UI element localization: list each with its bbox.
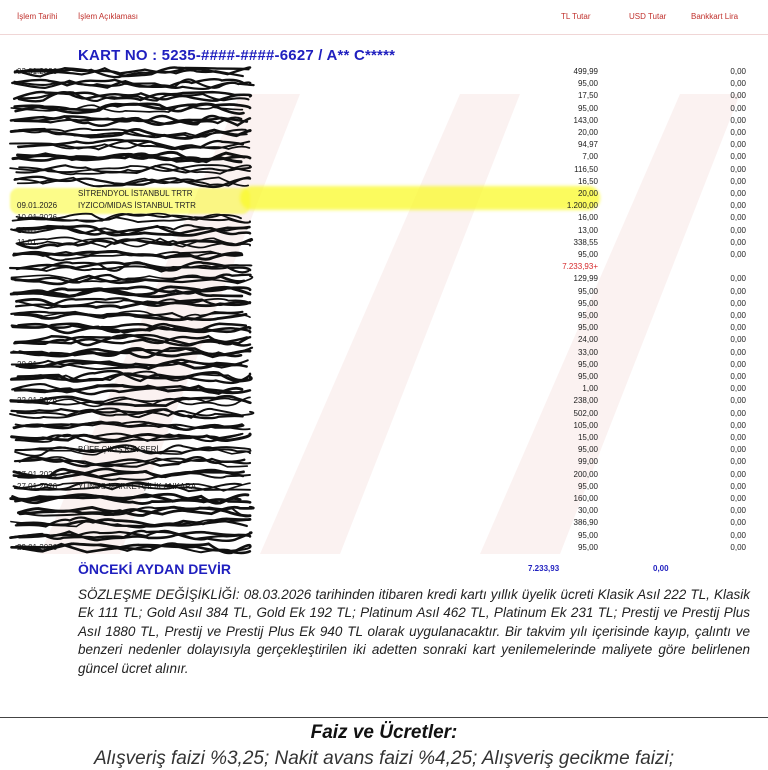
transaction-tl-amount: 94,97: [577, 140, 598, 150]
transaction-bankkart-amount: 0,00: [730, 103, 746, 113]
transaction-tl-amount: 116,50: [574, 164, 598, 174]
transaction-date: 10.01.2026: [17, 213, 58, 223]
transaction-date: 27.01.2026: [17, 469, 58, 479]
transaction-row: [0, 334, 768, 346]
transaction-date: 27.01.2026: [17, 481, 58, 491]
transaction-row: [0, 188, 768, 200]
transaction-bankkart-amount: 0,00: [730, 494, 746, 503]
transaction-bankkart-amount: 0,00: [730, 323, 746, 333]
transaction-bankkart-amount: 0,00: [730, 335, 746, 345]
transaction-bankkart-amount: 0,00: [730, 420, 746, 430]
transaction-row: [0, 481, 768, 493]
transaction-row: [0, 493, 768, 505]
transaction-tl-amount: 99,00: [577, 457, 598, 467]
transaction-bankkart-amount: 0,00: [730, 237, 746, 247]
contract-change-notice: SÖZLEŞME DEĞİŞİKLİĞİ: 08.03.2026 tarihinden itibaren kredi kartı yıllık üyelik ücreti Klasik Asıl 222 TL, Klasik Ek 111 TL; Gold Asıl 384 TL, Gold Ek 192 TL; Platinum Asıl 462 TL, Platinum Ek 231 TL; Prestij ve Prestij Plus Asıl 1880 TL, Prestij ve Prestij Plus Ek 940 TL olarak uygulanacaktır. Bir takvim yılı içerisinde kayıp, çalıntı ve benzeri nedenler dolayısıyla gerçekleştirilen iki adetten sonraki kart yenilemelerinde maliyete göre belirlenen güncel ücret alınır.: [78, 587, 750, 676]
transaction-row: [0, 322, 768, 334]
transaction-row: [0, 212, 768, 224]
transaction-bankkart-amount: 0,00: [730, 164, 746, 174]
transaction-bankkart-amount: 0,00: [730, 530, 746, 540]
transaction-row: [0, 505, 768, 517]
transaction-row: [0, 286, 768, 298]
transaction-tl-amount: 30,00: [577, 506, 598, 516]
previous-balance-tl: 7.233,93: [528, 564, 560, 573]
transaction-bankkart-amount: 0,00: [730, 274, 746, 284]
transaction-row: [0, 66, 768, 78]
transaction-row: [0, 249, 768, 261]
transaction-bankkart-amount: 0,00: [730, 115, 746, 125]
transaction-tl-amount: 95,00: [577, 359, 598, 369]
transaction-row: [0, 408, 768, 420]
col-bk-header: Bankkart Lira: [691, 12, 739, 21]
transaction-tl-amount: 95,00: [577, 79, 598, 89]
transaction-tl-amount: 338,55: [573, 237, 598, 247]
transaction-tl-amount: 143,00: [573, 115, 598, 125]
transaction-bankkart-amount: 0,00: [730, 542, 746, 552]
transaction-tl-amount: 95,00: [577, 103, 598, 113]
fees-text: Alışveriş faizi %3,25; Nakit avans faizi %4,25; Alışveriş gecikme faizi;: [93, 748, 675, 769]
col-date-header: İşlem Tarihi: [17, 12, 58, 21]
transaction-row: [0, 359, 768, 371]
transaction-tl-amount: 238,00: [573, 396, 598, 406]
transaction-tl-amount: 95,00: [577, 298, 598, 308]
transaction-tl-amount: 95,00: [577, 323, 598, 333]
transaction-row: [0, 444, 768, 456]
transaction-bankkart-amount: 0,00: [730, 140, 746, 150]
transaction-tl-amount: 7.233,93+: [562, 262, 598, 272]
previous-balance-row: [78, 561, 768, 579]
transaction-description: SİTRENDYOL İSTANBUL TRTR: [78, 189, 193, 198]
transaction-bankkart-amount: 0,00: [730, 481, 746, 491]
transaction-date: 09.01.2026: [17, 201, 58, 211]
transaction-row: [0, 273, 768, 285]
transaction-tl-amount: 13,00: [577, 225, 598, 235]
transaction-tl-amount: 16,00: [577, 213, 598, 223]
transaction-row: [0, 151, 768, 163]
previous-balance-label: ÖNCEKİ AYDAN DEVİR: [78, 561, 231, 577]
transaction-bankkart-amount: 0,00: [730, 347, 746, 357]
transaction-bankkart-amount: 0,00: [730, 408, 746, 418]
transaction-row: [0, 383, 768, 395]
transaction-bankkart-amount: 0,00: [730, 213, 746, 223]
transaction-bankkart-amount: 0,00: [730, 250, 746, 259]
transaction-bankkart-amount: 0,00: [730, 225, 746, 235]
transaction-bankkart-amount: 0,00: [730, 67, 746, 76]
transaction-tl-amount: 160,00: [573, 494, 598, 503]
transaction-bankkart-amount: 0,00: [730, 506, 746, 516]
transaction-row: [0, 225, 768, 237]
statement-header: [0, 0, 768, 35]
transaction-tl-amount: 95,00: [577, 311, 598, 320]
transaction-row: [0, 237, 768, 249]
transaction-bankkart-amount: 0,00: [730, 176, 746, 186]
transaction-tl-amount: 502,00: [573, 408, 598, 418]
transaction-row: [0, 517, 768, 529]
transaction-row: [0, 298, 768, 310]
previous-balance-usd: 0,00: [653, 564, 669, 573]
transaction-tl-amount: 499,99: [573, 67, 598, 76]
transaction-bankkart-amount: 0,00: [730, 201, 746, 211]
transaction-row: [0, 164, 768, 176]
transaction-row: [0, 395, 768, 407]
transaction-bankkart-amount: 0,00: [730, 433, 746, 442]
transaction-date: 20.01.: [17, 359, 40, 369]
transaction-description: YUNUS MARKETÇİLİK ANKARA: [78, 481, 197, 491]
transaction-bankkart-amount: 0,00: [730, 152, 746, 162]
transaction-bankkart-amount: 0,00: [730, 457, 746, 467]
transaction-tl-amount: 95,00: [577, 250, 598, 259]
section-divider: [0, 717, 768, 718]
transaction-row: [0, 200, 768, 212]
fees-heading: Faiz ve Ücretler:: [310, 722, 458, 743]
transaction-date: 03.01.2026: [17, 67, 58, 76]
transaction-bankkart-amount: 0,00: [730, 286, 746, 296]
transaction-bankkart-amount: 0,00: [730, 518, 746, 528]
transaction-bankkart-amount: 0,00: [730, 128, 746, 137]
transaction-description: BÜFE ÇIKIŞ KAYSERİ: [78, 445, 159, 455]
transaction-bankkart-amount: 0,00: [730, 384, 746, 394]
transaction-tl-amount: 129,99: [573, 274, 598, 284]
transaction-row: [0, 115, 768, 127]
transaction-row: [0, 432, 768, 444]
transaction-row: [0, 103, 768, 115]
transaction-bankkart-amount: 0,00: [730, 311, 746, 320]
transaction-row: [0, 469, 768, 481]
transaction-row: [0, 310, 768, 322]
transaction-description: IYZICO/MIDAS İSTANBUL TRTR: [78, 201, 196, 211]
transaction-row: [0, 176, 768, 188]
transaction-tl-amount: 386,90: [573, 518, 598, 528]
transaction-row: [0, 420, 768, 432]
transaction-tl-amount: 105,00: [573, 420, 598, 430]
transaction-tl-amount: 33,00: [577, 347, 598, 357]
transaction-row: [0, 371, 768, 383]
card-number-title: KART NO : 5235-####-####-6627 / A** C*****: [78, 47, 396, 64]
transaction-bankkart-amount: 0,00: [730, 469, 746, 479]
transaction-bankkart-amount: 0,00: [730, 79, 746, 89]
transaction-tl-amount: 95,00: [577, 372, 598, 381]
transaction-bankkart-amount: 0,00: [730, 445, 746, 455]
transaction-tl-amount: 95,00: [577, 542, 598, 552]
transaction-tl-amount: 95,00: [577, 530, 598, 540]
transaction-tl-amount: 15,00: [577, 433, 598, 442]
transaction-row: [0, 78, 768, 90]
transaction-bankkart-amount: 0,00: [730, 189, 746, 198]
transaction-tl-amount: 95,00: [577, 445, 598, 455]
transaction-date: 22.01.2026: [17, 396, 58, 406]
transaction-tl-amount: 1.200,00: [566, 201, 598, 211]
transaction-tl-amount: 95,00: [577, 481, 598, 491]
transaction-tl-amount: 7,00: [582, 152, 598, 162]
transaction-row: [0, 542, 768, 554]
col-desc-header: İşlem Açıklaması: [78, 12, 139, 21]
transaction-row: [0, 127, 768, 139]
transaction-bankkart-amount: 0,00: [730, 396, 746, 406]
transaction-row: [0, 456, 768, 468]
transaction-tl-amount: 20,00: [577, 189, 598, 198]
transaction-row: [0, 90, 768, 102]
transaction-tl-amount: 16,50: [577, 176, 598, 186]
transaction-tl-amount: 24,00: [577, 335, 598, 345]
transaction-row: [0, 347, 768, 359]
transaction-date: 29.01.2026: [17, 542, 58, 552]
transaction-tl-amount: 1,00: [582, 384, 598, 394]
col-tl-header: TL Tutar: [561, 12, 591, 21]
transaction-tl-amount: 20,00: [577, 128, 598, 137]
transaction-bankkart-amount: 0,00: [730, 372, 746, 381]
transaction-date: 11.01.: [17, 237, 39, 247]
transaction-row: [0, 139, 768, 151]
transaction-tl-amount: 200,00: [573, 469, 598, 479]
transaction-tl-amount: 17,50: [577, 91, 598, 101]
transaction-row: [0, 261, 768, 273]
transaction-date: 10.01.: [17, 225, 40, 235]
transaction-bankkart-amount: 0,00: [730, 298, 746, 308]
transaction-bankkart-amount: 0,00: [730, 359, 746, 369]
transaction-bankkart-amount: 0,00: [730, 91, 746, 101]
transaction-tl-amount: 95,00: [577, 286, 598, 296]
transaction-row: [0, 530, 768, 542]
col-usd-header: USD Tutar: [629, 12, 667, 21]
